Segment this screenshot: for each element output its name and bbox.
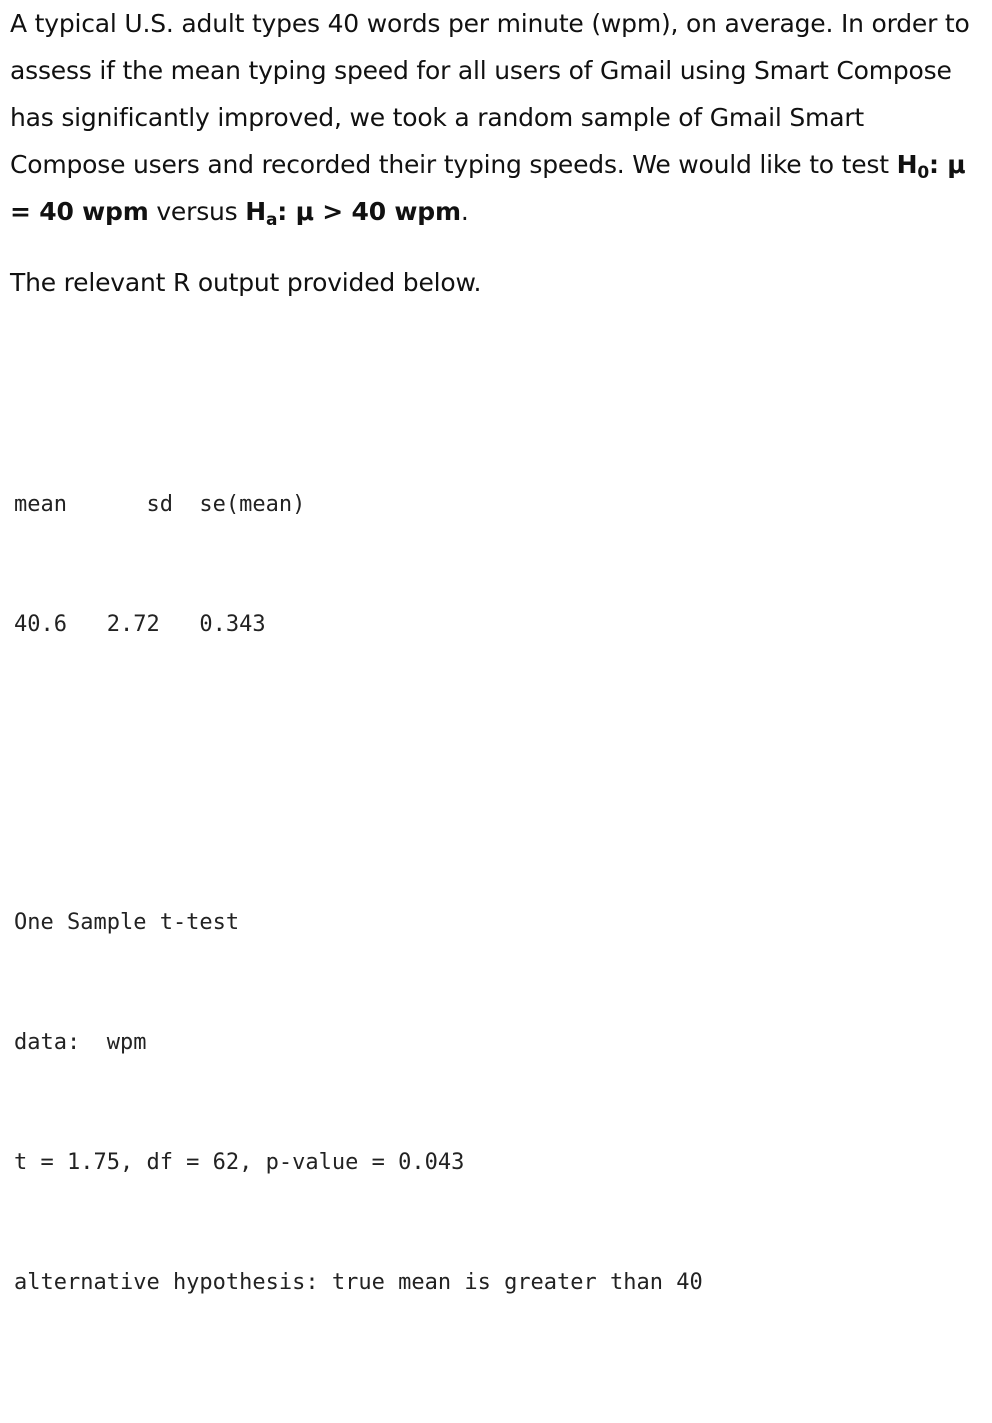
- r-output-block: [14, 325, 703, 1423]
- alternative-row: alternative hypothesis: true mean is greater than 40: [14, 1270, 703, 1295]
- ha-symbol: H: [245, 197, 266, 226]
- relevant-output-label: The relevant R output provided below.: [10, 268, 482, 297]
- problem-statement: [10, 0, 985, 306]
- test-title-row: One Sample t-test: [14, 910, 240, 935]
- ha-statement: : μ > 40 wpm: [277, 197, 461, 226]
- stats-row: t = 1.75, df = 62, p-value = 0.043: [14, 1150, 465, 1175]
- h0-statement: : μ = 40 wpm: [10, 150, 966, 226]
- h0-symbol: H: [896, 150, 918, 179]
- problem-intro-text: A typical U.S. adult types 40 words per minute (wpm), on average. In order to assess if the mean typing speed for all users of Gmail using Smart Compose has significantly improved, we took a random sample of Gmail Smart Compose users and recorded their typing speeds. We would like to test: [10, 9, 970, 179]
- ha-subscript: a: [265, 210, 278, 230]
- versus-text: versus: [148, 197, 246, 226]
- summary-stats-block: [14, 405, 703, 725]
- end-period: .: [460, 197, 469, 226]
- h0-subscript: 0: [917, 163, 929, 183]
- summary-values-row: 40.6 2.72 0.343: [14, 612, 266, 637]
- t-test-block: [14, 823, 703, 1383]
- summary-header-row: mean sd se(mean): [14, 492, 306, 517]
- problem-paragraph: [10, 0, 985, 235]
- data-row: data: wpm: [14, 1030, 147, 1055]
- alternative-hypothesis: [245, 197, 461, 230]
